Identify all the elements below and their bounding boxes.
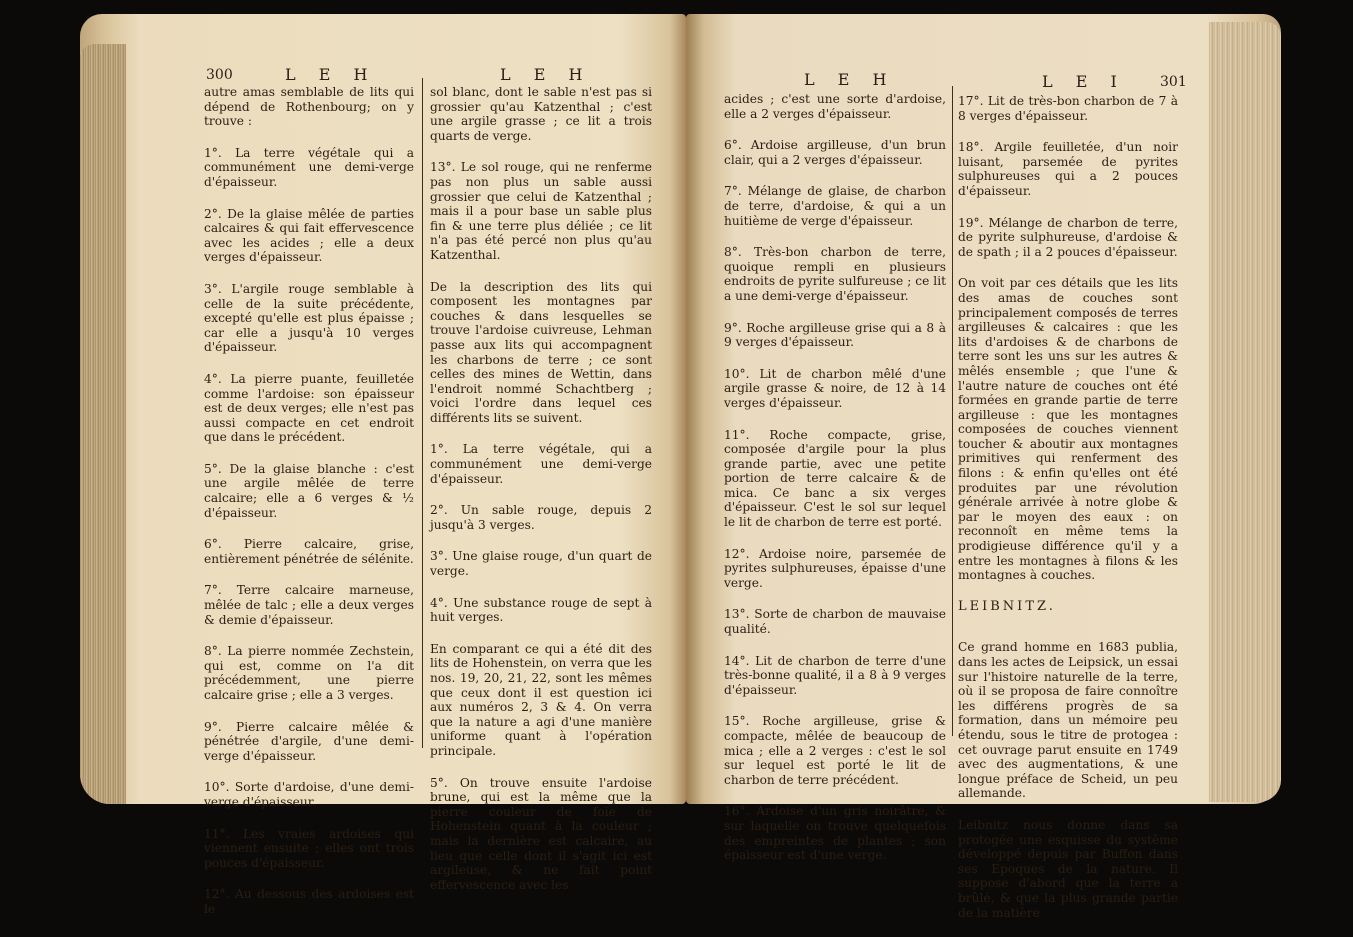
paragraph: 3°. L'argile rouge semblable à celle de la suite précédente, excepté qu'elle est plus épaisse ; car elle a jusqu'à 10 verges d'épaisseur. — [204, 281, 414, 355]
paragraph: acides ; c'est une sorte d'ardoise, elle a 2 verges d'épaisseur. — [724, 92, 946, 121]
paragraph: 16°. Ardoise d'un gris noirâtre, & sur laquelle on trouve quelquefois des empreintes de plantes ; son épaisseur est d'une verge. — [724, 804, 946, 863]
running-header-left: L E H — [804, 70, 896, 89]
paragraph: 11°. Roche compacte, grise, composée d'argile pour la plus grande partie, avec une petite portion de terre calcaire & de mica. Ce banc a six verges d'épaisseur. C'est le sol sur lequel le lit de charbon de terre est porté. — [724, 427, 946, 530]
paragraph: 5°. De la glaise blanche : c'est une argile mêlée de terre calcaire; elle a 6 verges & ½ d'épaisseur. — [204, 461, 414, 520]
paragraph: En comparant ce qui a été dit des lits de Hohenstein, on verra que les nos. 19, 20, 21, 22, sont les mêmes que ceux dont il est question ici aux numéros 2, 3 & 4. On verra que la nature a agi d'une manière uniforme quant à l'opération principale. — [430, 641, 652, 758]
paragraph: 8°. La pierre nommée Zechstein, qui est, comme on l'a dit précédemment, une pierre calcaire grise ; elle a 3 verges. — [204, 644, 414, 702]
left-page-column-2 — [430, 85, 652, 909]
paragraph: 15°. Roche argilleuse, grise & compacte, mêlée de beaucoup de mica ; elle a 2 verges : c'est le sol sur lequel est porté le lit de charbon de terre précédent. — [724, 714, 946, 787]
paragraph: 1°. La terre végétale qui a communément une demi-verge d'épaisseur. — [204, 145, 414, 189]
paragraph: 1°. La terre végétale, qui a communément une demi-verge d'épaisseur. — [430, 442, 652, 486]
right-page-edges — [1209, 22, 1281, 802]
paragraph: 4°. Une substance rouge de sept à huit verges. — [430, 595, 652, 625]
paragraph: Leibnitz nous donne dans sa protogée une esquisse du systême développé depuis par Buffon dans ses Epoques de la nature. Il suppose d'abord que la terre a brûlé, & que la plus grande partie de la matière — [958, 817, 1178, 920]
running-header-right: L E H — [500, 65, 592, 84]
column-rule — [952, 86, 953, 736]
right-page-column-1 — [724, 92, 946, 880]
paragraph: autre amas semblable de lits qui dépend de Rothenbourg; on y trouve : — [204, 85, 414, 129]
paragraph: 7°. Terre calcaire marneuse, mêlée de talc ; elle a deux verges & demie d'épaisseur. — [204, 583, 414, 627]
left-page — [80, 14, 686, 916]
column-rule — [422, 78, 423, 748]
paragraph: 10°. Lit de charbon mêlé d'une argile grasse & noire, de 12 à 14 verges d'épaisseur. — [724, 366, 946, 410]
paragraph: 13°. Le sol rouge, qui ne renferme pas non plus un sable aussi grossier que celui de Katzenthal ; mais il a pour base un sable plus fin & une terre plus déliée ; ce lit n'a pas été percé non plus qu'au Katzenthal. — [430, 160, 652, 262]
paragraph: 10°. Sorte d'ardoise, d'une demi-verge d'épaisseur. — [204, 780, 414, 809]
paragraph: 14°. Lit de charbon de terre d'une très-bonne qualité, il a 8 à 9 verges d'épaisseur. — [724, 653, 946, 697]
paragraph: 7°. Mélange de glaise, de charbon de terre, d'ardoise, & qui a un huitième de verge d'épaisseur. — [724, 184, 946, 228]
paragraph: 2°. Un sable rouge, depuis 2 jusqu'à 3 verges. — [430, 503, 652, 532]
paragraph: 4°. La pierre puante, feuilletée comme l'ardoise: son épaisseur est de deux verges; elle n'est pas aussi compacte en cet endroit que dans le précédent. — [204, 371, 414, 445]
left-page-edges — [80, 44, 126, 804]
paragraph: 5°. On trouve ensuite l'ardoise brune, qui est la même que la pierre couleur de foie de Hohenstein quant à la couleur ; mais la dernière est calcaire, au lieu que celle dont il s'agit ici est argileuse, & ne fait point effervescence avec les — [430, 775, 652, 892]
paragraph: 19°. Mélange de charbon de terre, de pyrite sulphureuse, d'ardoise & de spath ; il a 2 pouces d'épaisseur. — [958, 215, 1178, 259]
paragraph: 18°. Argile feuilletée, d'un noir luisant, parsemée de pyrites sulphureuses qui a 2 pouces d'épaisseur. — [958, 140, 1178, 198]
paragraph: 11°. Les vraies ardoises qui viennent ensuite ; elles ont trois pouces d'épaisseur. — [204, 826, 414, 870]
column-body-continued — [958, 640, 1178, 920]
page-number: 301 — [1160, 74, 1187, 90]
paragraph: On voit par ces détails que les lits des amas de couches sont principalement composés de terres argilleuses & calcaires : que les lits d'ardoises & de charbons de terre sont les uns sur les autres & mêlés ensemble ; que l'une & l'autre nature de couches ont été formées en grande partie de terre argilleuse : que les montagnes composées de couches viennent toucher & aboutir aux montagnes primitives qui renferment des filons : & enfin qu'elles ont été produites par une révolution générale arrivée à notre globe & par le moyen des eaux : on reconnoît en même tems la prodigieuse différence qu'il y a entre les montagnes à filons & les montagnes à couches. — [958, 276, 1178, 583]
paragraph: 12°. Au dessous des ardoises est le — [204, 887, 414, 916]
right-page — [686, 14, 1281, 920]
paragraph: sol blanc, dont le sable n'est pas si grossier qu'au Katzenthal ; c'est une argile grasse ; ce lit a trois quarts de verge. — [430, 85, 652, 143]
open-book — [80, 14, 1350, 920]
running-header-left: L E H — [285, 65, 377, 84]
paragraph: 12°. Ardoise noire, parsemée de pyrites sulphureuses, épaisse d'une verge. — [724, 546, 946, 590]
paragraph: 6°. Ardoise argilleuse, d'un brun clair, qui a 2 verges d'épaisseur. — [724, 138, 946, 167]
paragraph: 9°. Roche argilleuse grise qui a 8 à 9 verges d'épaisseur. — [724, 320, 946, 350]
paragraph: De la description des lits qui composent les montagnes par couches & dans lesquelles se trouve l'ardoise cuivreuse, Lehman passe aux lits qui accompagnent les charbons de terre ; ce sont celles des mines de Wettin, dans l'endroit nommé Schachtberg ; voici l'ordre dans lequel ces différents lits se suivent. — [430, 279, 652, 425]
page-number: 300 — [206, 67, 233, 83]
paragraph: 13°. Sorte de charbon de mauvaise qualité. — [724, 607, 946, 637]
paragraph: 9°. Pierre calcaire mêlée & pénétrée d'argile, d'une demi-verge d'épaisseur. — [204, 719, 414, 763]
paragraph: 17°. Lit de très-bon charbon de 7 à 8 verges d'épaisseur. — [958, 94, 1178, 123]
paragraph: 3°. Une glaise rouge, d'un quart de verge. — [430, 549, 652, 579]
paragraph: Ce grand homme en 1683 publia, dans les actes de Leipsick, un essai sur l'histoire naturelle de la terre, où il se proposa de faire connoître les différens progrès de sa formation, dans un mémoire peu étendu, sous le titre de protogea : cet ouvrage parut ensuite en 1749 avec des augmentations, & une longue préface de Scheid, un peu allemande. — [958, 640, 1178, 801]
paragraph: 8°. Très-bon charbon de terre, quoique rempli en plusieurs endroits de pyrite sulfureuse ; ce lit a une demi-verge d'épaisseur. — [724, 245, 946, 303]
column-body — [958, 94, 1178, 583]
running-header-right: L E I — [1042, 72, 1126, 91]
paragraph: 6°. Pierre calcaire, grise, entièrement pénétrée de sélénite. — [204, 537, 414, 566]
right-page-column-2 — [958, 94, 1178, 937]
left-page-column-1 — [204, 85, 414, 934]
paragraph: 2°. De la glaise mêlée de parties calcaires & qui fait effervescence avec les acides ; elle a deux verges d'épaisseur. — [204, 206, 414, 265]
section-title-leibnitz: LEIBNITZ. — [958, 598, 1056, 614]
